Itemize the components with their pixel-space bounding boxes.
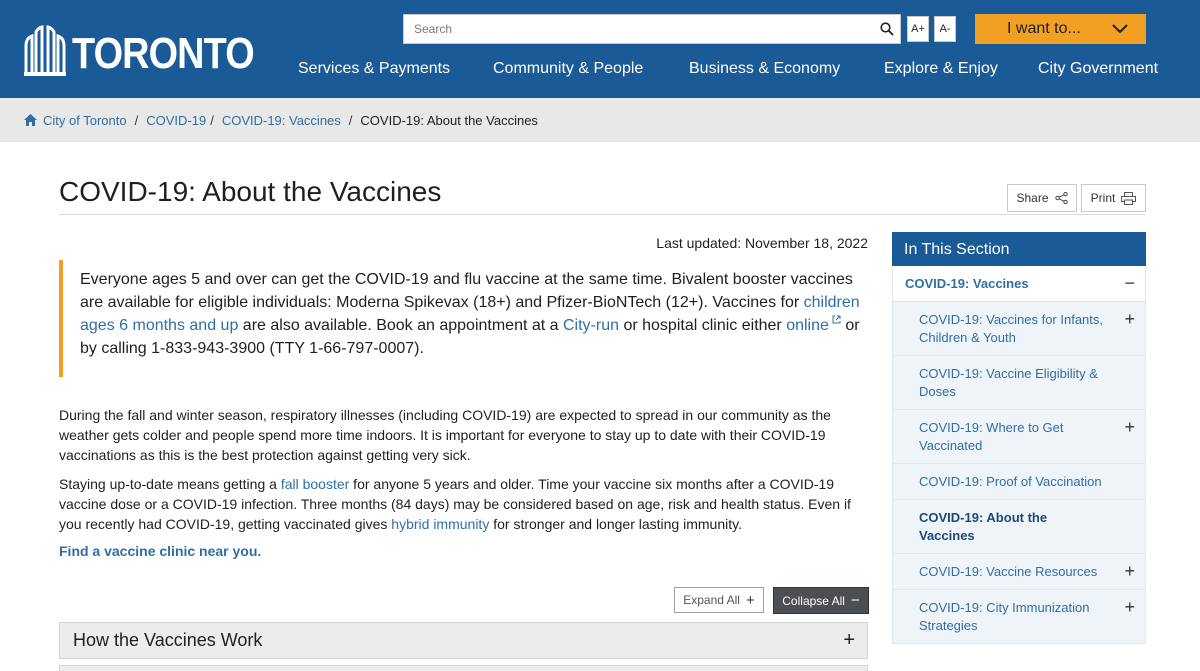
nav-community-people[interactable]: Community & People <box>493 60 644 77</box>
page-title: COVID-19: About the Vaccines <box>59 176 442 207</box>
find-clinic-link[interactable]: Find a vaccine clinic near you. <box>59 543 262 559</box>
sidebar-item-label[interactable]: COVID-19: Where to Get Vaccinated <box>919 420 1064 453</box>
breadcrumb-vaccines[interactable]: COVID-19: Vaccines <box>221 112 341 128</box>
search-icon <box>880 22 894 36</box>
sidebar-item-label[interactable]: COVID-19: Vaccine Eligibility & Doses <box>919 366 1098 399</box>
sidebar-item-infants-children-youth[interactable] <box>892 302 1146 356</box>
accordion-how-vaccines-work[interactable] <box>59 622 868 659</box>
i-want-to-label: I want to... <box>1007 20 1081 37</box>
plus-icon[interactable]: + <box>1124 309 1135 329</box>
sidebar-item-vaccines[interactable] <box>892 266 1146 302</box>
plus-icon[interactable]: + <box>1124 597 1135 617</box>
home-icon <box>24 114 37 126</box>
sidebar-item-proof-of-vaccination[interactable] <box>892 464 1146 500</box>
minus-icon[interactable]: − <box>1124 273 1135 293</box>
logo-text: TORONTO <box>72 29 254 78</box>
font-decrease-button[interactable]: A- <box>934 16 956 42</box>
booster-text-3: for stronger and longer lasting immunity. <box>489 516 742 532</box>
accordion-next[interactable] <box>59 665 868 671</box>
breadcrumb-home-label: City of Toronto <box>43 112 127 128</box>
sidebar-item-label[interactable]: COVID-19: Vaccines <box>905 276 1029 291</box>
minus-icon: − <box>850 592 860 609</box>
external-link-icon <box>832 315 841 324</box>
sidebar-item-label[interactable]: COVID-19: Vaccines for Infants, Children & Youth <box>919 312 1103 345</box>
expand-all-button[interactable] <box>674 587 764 613</box>
title-divider <box>59 214 1145 215</box>
search-input[interactable] <box>404 15 874 43</box>
online-link-label: online <box>786 317 829 334</box>
printer-icon <box>1121 192 1136 205</box>
sidebar-item-immunization-strategies[interactable] <box>892 590 1146 644</box>
sidebar-item-label[interactable]: COVID-19: City Immunization Strategies <box>919 600 1090 633</box>
fall-booster-link[interactable]: fall booster <box>280 476 350 492</box>
nav-business-economy[interactable]: Business & Economy <box>689 60 841 77</box>
font-increase-button[interactable]: A+ <box>907 16 929 42</box>
print-label: Print <box>1090 191 1116 205</box>
alert-text-3: or hospital clinic either <box>619 317 787 334</box>
alert-callout <box>59 260 868 377</box>
expand-all-label: Expand All <box>683 593 740 607</box>
search-box <box>403 14 901 44</box>
online-booking-link[interactable] <box>786 317 841 334</box>
collapse-all-label: Collapse All <box>782 593 845 608</box>
alert-text-4: or by calling 1-833-943-3900 (TTY 1-66-797-0007). <box>80 317 860 357</box>
breadcrumb-separator: / <box>134 112 139 128</box>
breadcrumb-current: COVID-19: About the Vaccines <box>360 112 538 128</box>
children-vaccine-link[interactable]: children ages 6 months and up <box>80 294 860 334</box>
breadcrumb-separator: / <box>210 112 214 128</box>
sidebar-item-about-the-vaccines[interactable] <box>892 500 1146 554</box>
section-heading: In This Section <box>892 232 1146 266</box>
breadcrumb-separator: / <box>348 112 353 128</box>
in-this-section-nav <box>892 232 1146 644</box>
site-header <box>0 0 1200 98</box>
chevron-down-icon <box>1112 24 1128 34</box>
share-icon <box>1055 192 1068 204</box>
main-nav <box>0 60 1200 82</box>
sidebar-item-where-to-get-vaccinated[interactable] <box>892 410 1146 464</box>
nav-services-payments[interactable]: Services & Payments <box>298 60 451 77</box>
city-run-link[interactable]: City-run <box>563 317 620 334</box>
sidebar-item-eligibility-doses[interactable] <box>892 356 1146 410</box>
plus-icon[interactable]: + <box>1124 417 1135 437</box>
sidebar-item-label[interactable]: COVID-19: About the Vaccines <box>919 510 1048 543</box>
alert-text-2: are also available. Book an appointment at a <box>238 317 563 334</box>
intro-paragraph: During the fall and winter season, respiratory illnesses (including COVID-19) are expected to spread in our community as the weather gets colder and people spend more time indoors. It is important for everyone to stay up to date with their COVID-19 vaccinations as this is the best protection against getting very sick. <box>59 407 831 463</box>
plus-icon: + <box>745 591 755 609</box>
plus-icon[interactable]: + <box>1124 561 1135 581</box>
last-updated: Last updated: November 18, 2022 <box>656 235 868 251</box>
breadcrumb-covid19[interactable]: COVID-19 <box>146 112 207 128</box>
search-button[interactable] <box>874 15 900 43</box>
i-want-to-dropdown[interactable] <box>975 14 1146 44</box>
nav-city-government[interactable]: City Government <box>1038 60 1159 77</box>
alert-text-1: Everyone ages 5 and over can get the COVID-19 and flu vaccine at the same time. Bivalent booster vaccines are available for eligible individuals: Moderna Spikevax (18+) and Pfizer-BioNTech (12+). Vaccines for <box>80 271 853 311</box>
sidebar-item-label[interactable]: COVID-19: Vaccine Resources <box>919 564 1098 579</box>
share-label: Share <box>1016 191 1049 205</box>
booster-text-1: Staying up-to-date means getting a <box>59 476 281 492</box>
share-button[interactable] <box>1007 184 1077 212</box>
breadcrumb <box>0 98 1200 142</box>
booster-paragraph <box>59 474 868 534</box>
sidebar-item-label[interactable]: COVID-19: Proof of Vaccination <box>919 474 1102 489</box>
print-button[interactable] <box>1081 184 1146 212</box>
hybrid-immunity-link[interactable]: hybrid immunity <box>391 516 490 532</box>
sidebar-item-vaccine-resources[interactable] <box>892 554 1146 590</box>
collapse-all-button[interactable] <box>773 587 869 614</box>
breadcrumb-home[interactable] <box>24 113 127 128</box>
nav-explore-enjoy[interactable]: Explore & Enjoy <box>884 60 998 77</box>
accordion-title: How the Vaccines Work <box>73 630 263 650</box>
booster-text-2: for anyone 5 years and older. Time your vaccine six months after a COVID-19 vaccine dose or a COVID-19 infection. Three months (84 days) may be considered based on age, risk and health status. Even if you recently had COVID-19, getting vaccinated gives <box>59 476 851 532</box>
plus-icon: + <box>843 629 855 651</box>
